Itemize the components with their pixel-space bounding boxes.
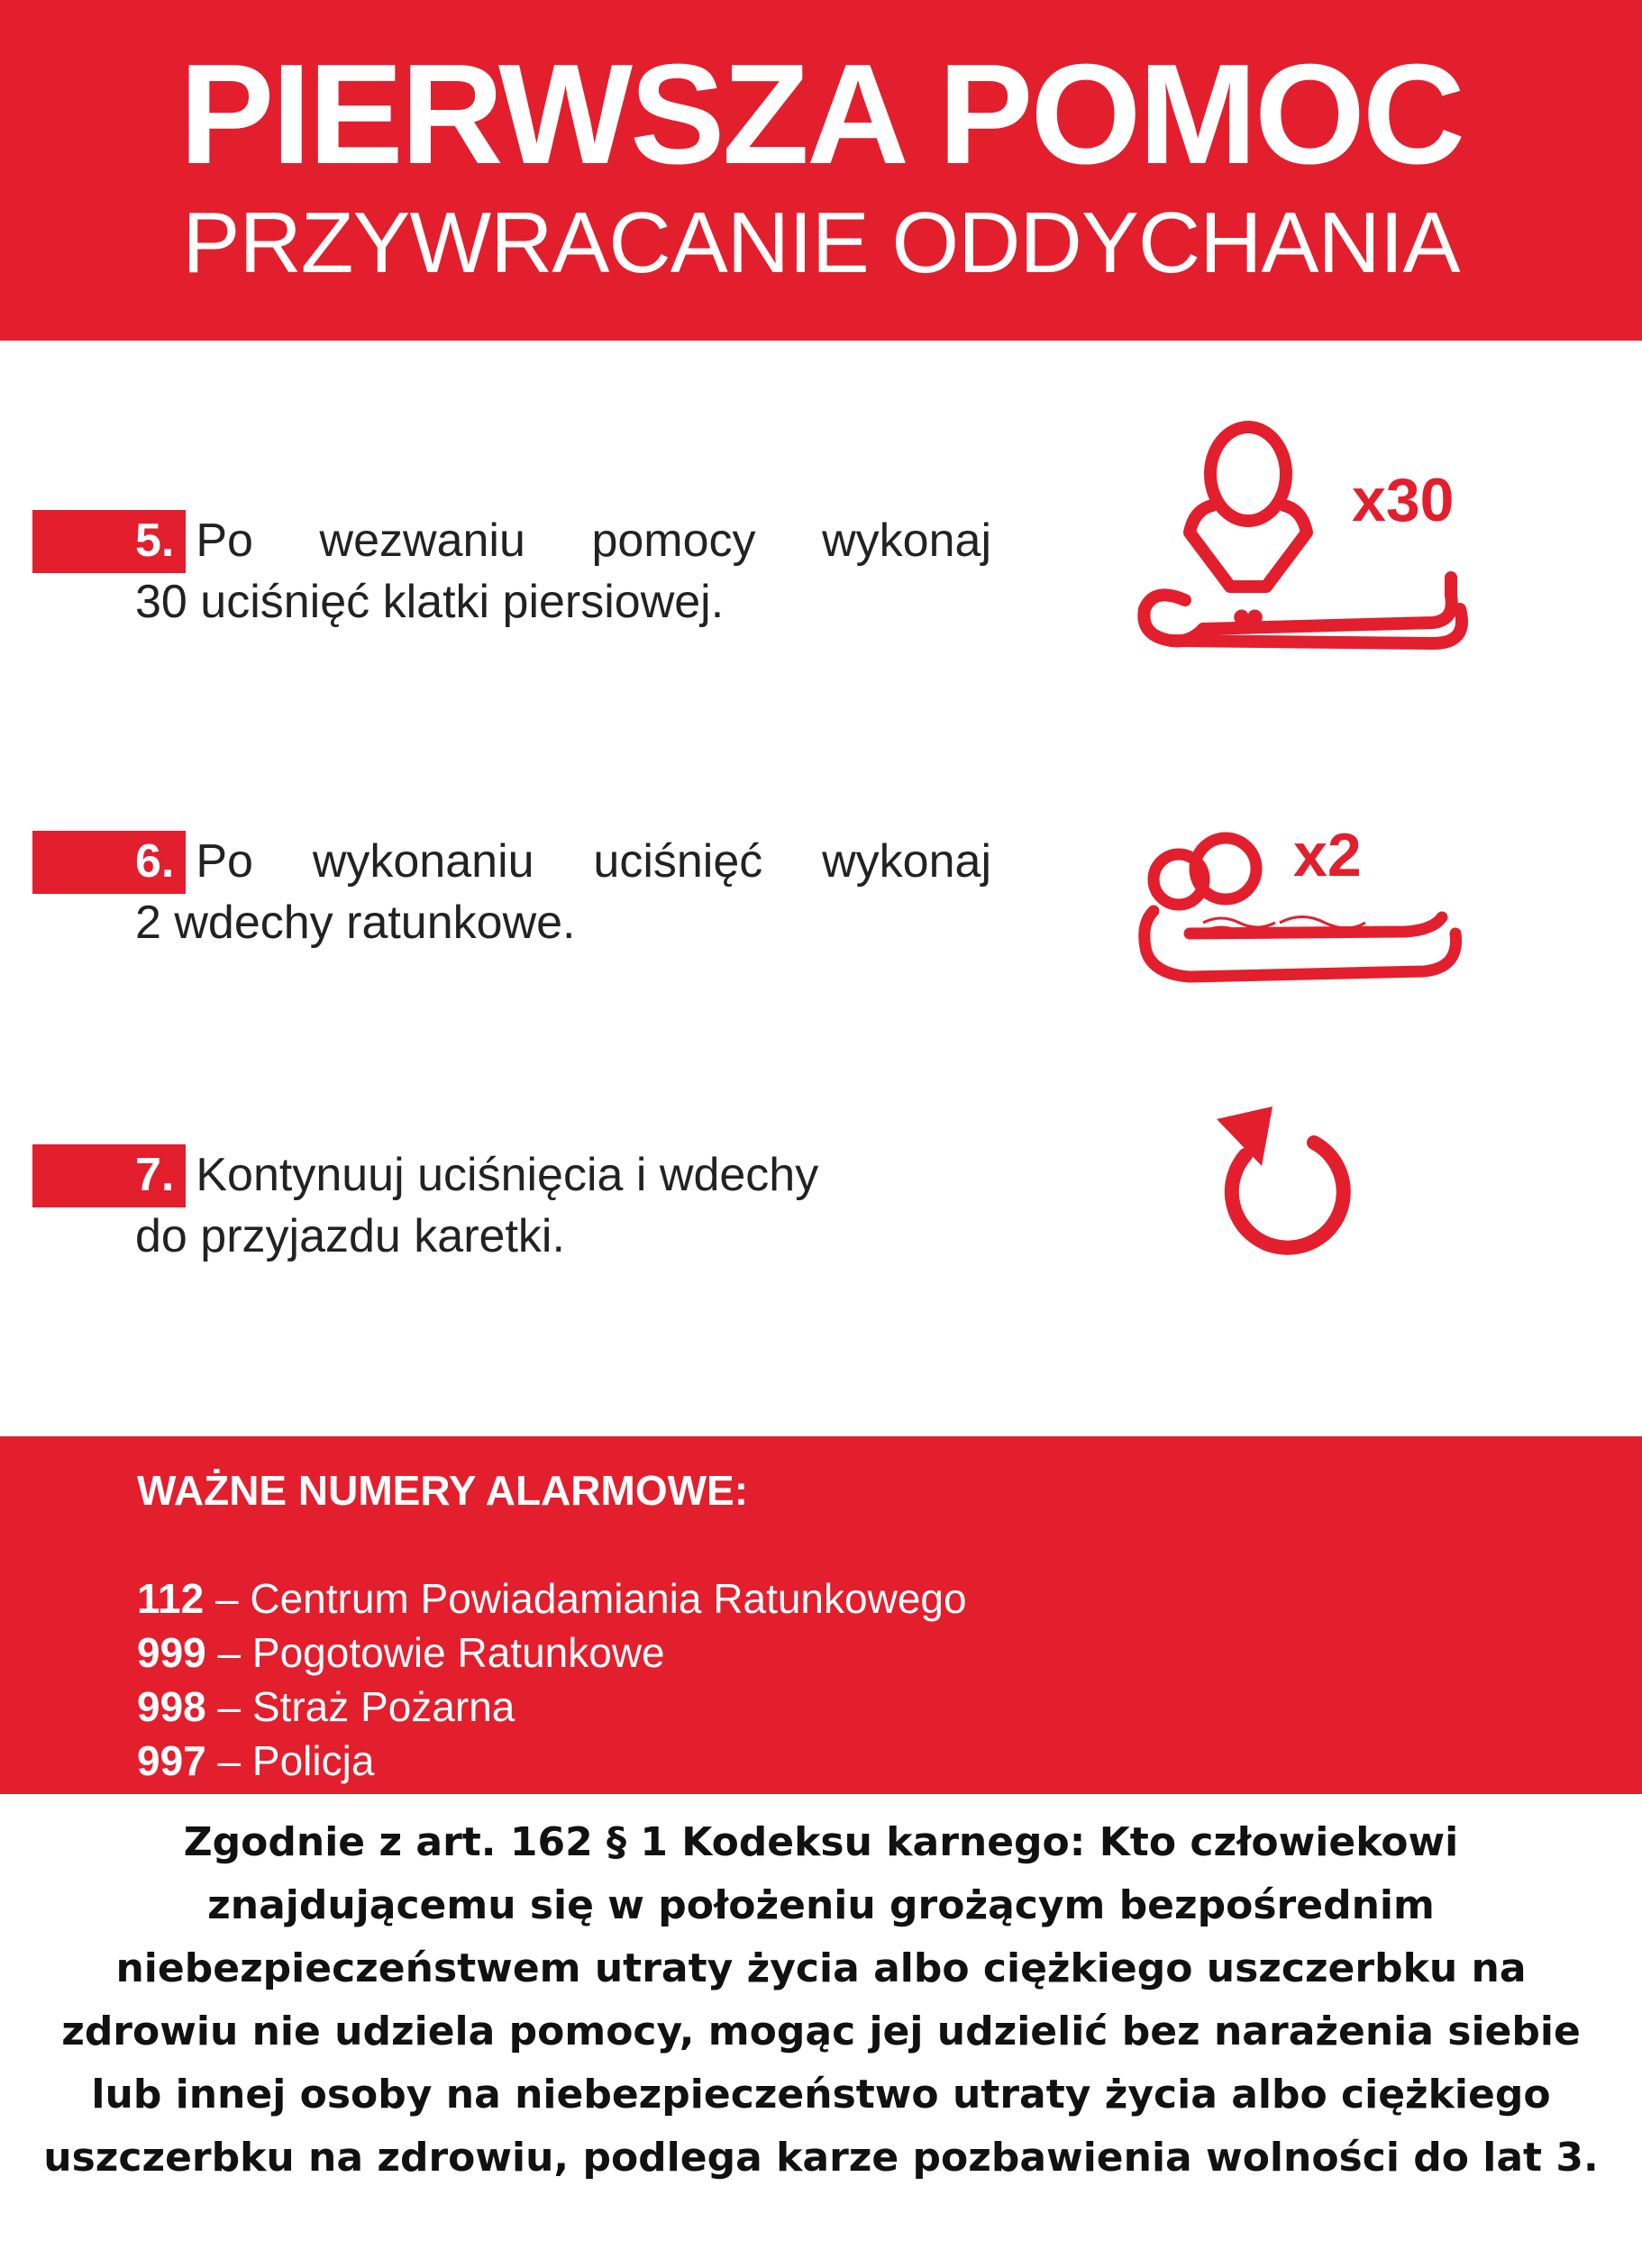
- crop-mark: [0, 84, 9, 86]
- alarm-numbers-panel: [0, 1436, 1642, 1794]
- crop-mark: [1631, 84, 1642, 86]
- alarm-label: – Centrum Powiadamiania Ratunkowego: [204, 1575, 967, 1622]
- breaths-count: x2: [1293, 821, 1362, 889]
- legal-line: uszczerbku na zdrowiu, podlega karze pozbawienia wolności do lat 3.: [43, 2135, 1599, 2181]
- legal-line: niebezpieczeństwem utraty życia albo ciężkiego uszczerbku na: [115, 1945, 1527, 1991]
- alarm-number-item: [137, 1571, 967, 1626]
- alarm-number: 999: [137, 1629, 206, 1676]
- step-line-2: 30 uciśnięć klatki piersiowej.: [135, 576, 725, 628]
- repeat-arrow-icon: [1208, 1101, 1379, 1263]
- step-number: 7.: [135, 1149, 175, 1201]
- alarm-number-item: [137, 1626, 967, 1680]
- alarm-title: WAŻNE NUMERY ALARMOWE:: [137, 1467, 749, 1514]
- step-6: [135, 831, 991, 953]
- legal-notice: [18, 1811, 1624, 2190]
- step-line-2: 2 wdechy ratunkowe.: [135, 897, 576, 949]
- compressions-count: x30: [1352, 466, 1455, 534]
- alarm-label: – Pogotowie Ratunkowe: [205, 1629, 665, 1676]
- step-line-1: Po wezwaniu pomocy wykonaj: [196, 515, 991, 567]
- legal-line: znajdującemu się w położeniu grożącym bezpośrednim: [207, 1882, 1435, 1928]
- step-number: 5.: [135, 515, 175, 567]
- legal-line: lub innej osoby na niebezpieczeństwo utraty życia albo ciężkiego: [91, 2072, 1551, 2118]
- header-banner: [0, 0, 1642, 341]
- cpr-compressions-icon: [1136, 420, 1478, 672]
- alarm-number: 997: [137, 1737, 206, 1784]
- alarm-number-list: [137, 1571, 967, 1788]
- legal-line: zdrowiu nie udziela pomocy, mogąc jej udzielić bez narażenia siebie: [61, 2008, 1581, 2054]
- page-subtitle: PRZYWRACANIE ODDYCHANIA: [182, 195, 1460, 291]
- rescue-breaths-icon: [1136, 816, 1478, 988]
- step-line-1: Po wykonaniu uciśnięć wykonaj: [196, 835, 991, 888]
- alarm-label: – Straż Pożarna: [205, 1683, 515, 1730]
- step-number: 6.: [135, 835, 175, 888]
- alarm-number-item: [137, 1680, 967, 1734]
- step-line-2: do przyjazdu karetki.: [135, 1210, 565, 1262]
- step-7: [135, 1144, 946, 1267]
- alarm-number: 112: [137, 1575, 205, 1622]
- step-line-1: Kontynuuj uciśnięcia i wdechy: [196, 1149, 819, 1201]
- alarm-number-item: [137, 1734, 967, 1788]
- step-5: [135, 510, 991, 633]
- page-title: PIERWSZA POMOC: [179, 35, 1463, 194]
- alarm-number: 998: [137, 1683, 206, 1730]
- legal-line: Zgodnie z art. 162 § 1 Kodeksu karnego: Kto człowiekowi: [183, 1819, 1459, 1865]
- alarm-label: – Policja: [205, 1737, 375, 1784]
